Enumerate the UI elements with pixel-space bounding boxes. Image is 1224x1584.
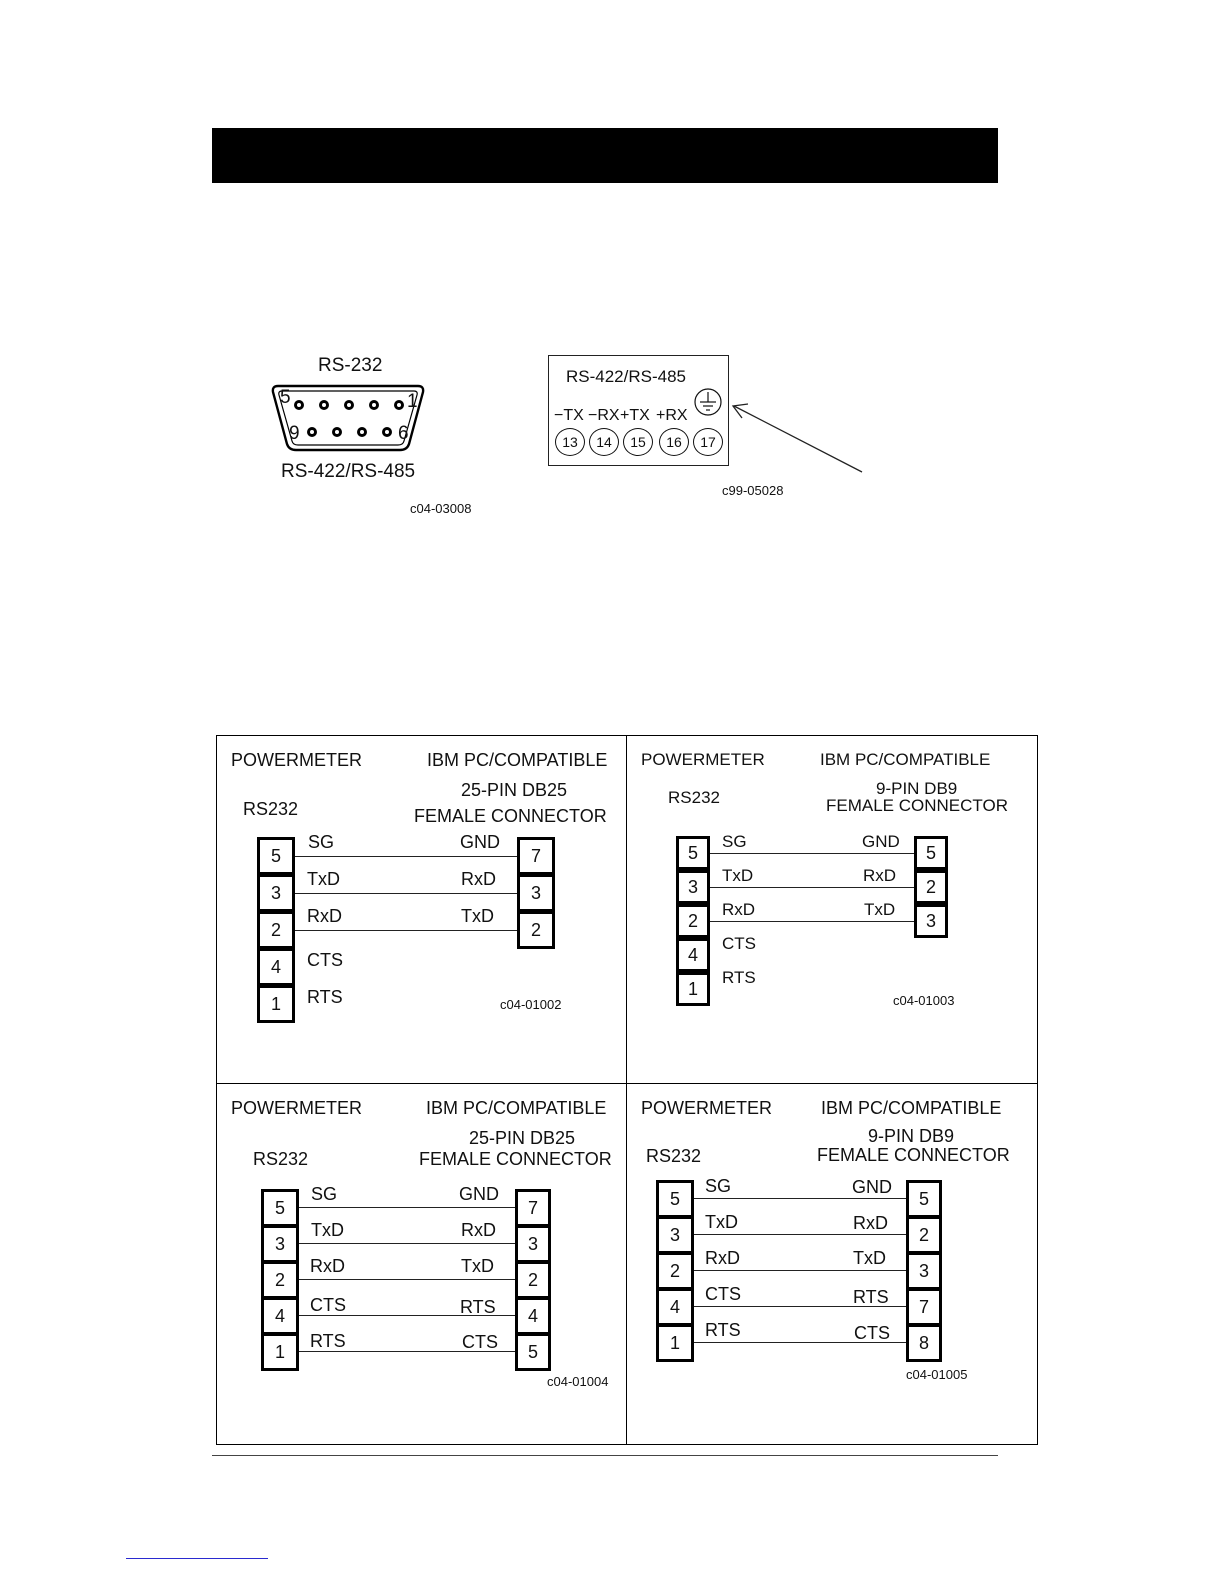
- terminal-pin-13: 13: [555, 428, 585, 456]
- left-signal-label: CTS: [722, 934, 756, 953]
- left-signal-label: CTS: [310, 1295, 346, 1315]
- right-signal-label: TxD: [461, 906, 494, 926]
- left-pin-box: 2: [676, 904, 710, 938]
- left-signal-label: TxD: [307, 869, 340, 889]
- right-signal-label: CTS: [854, 1323, 890, 1343]
- right-pin-box: 7: [906, 1288, 942, 1326]
- left-signal-label: TxD: [705, 1212, 738, 1232]
- wire: [299, 1351, 515, 1352]
- right-signal-label: GND: [852, 1177, 892, 1197]
- right-pin-box: 5: [906, 1180, 942, 1218]
- panel-figure-id: c04-01002: [500, 997, 562, 1012]
- left-pin-box: 4: [261, 1297, 299, 1335]
- wire: [299, 1315, 515, 1316]
- panel-connector-type: 9-PIN DB9: [876, 779, 958, 798]
- left-pin-box: 1: [656, 1324, 694, 1362]
- panel-rs-label: RS232: [668, 788, 720, 807]
- panel-right-title: IBM PC/COMPATIBLE: [820, 750, 991, 769]
- panel-figure-id: c04-01003: [893, 993, 955, 1008]
- panel-connector-type: 25-PIN DB25: [469, 1128, 576, 1148]
- terminal-signal-plus-rx: +RX: [656, 407, 688, 424]
- panel-connector-type: 25-PIN DB25: [461, 780, 568, 800]
- db9-connector-shell: [268, 380, 428, 456]
- panel-right-title: IBM PC/COMPATIBLE: [427, 750, 608, 770]
- db9-top-label: RS-232: [318, 355, 383, 376]
- wire: [694, 1306, 906, 1307]
- panel-left-title: POWERMETER: [231, 750, 363, 770]
- left-pin-box: 2: [656, 1252, 694, 1290]
- panel-connector-gender: FEMALE CONNECTOR: [817, 1145, 1010, 1165]
- terminal-signal-plus-tx: +TX: [620, 407, 650, 424]
- terminal-pin-17: 17: [693, 428, 723, 456]
- right-signal-label: GND: [460, 832, 500, 852]
- right-pin-box: 3: [515, 1225, 551, 1263]
- left-pin-box: 3: [656, 1216, 694, 1254]
- panel-connector-gender: FEMALE CONNECTOR: [419, 1149, 612, 1169]
- right-signal-label: RxD: [461, 1220, 496, 1240]
- left-signal-label: RTS: [310, 1331, 346, 1351]
- right-pin-box: 5: [515, 1333, 551, 1371]
- panel-left-title: POWERMETER: [641, 750, 765, 769]
- left-signal-label: RTS: [307, 987, 343, 1007]
- wire: [694, 1234, 906, 1235]
- link-underline[interactable]: [126, 1558, 268, 1559]
- left-signal-label: SG: [705, 1176, 732, 1196]
- wire: [710, 853, 914, 854]
- left-pin-box: 1: [261, 1333, 299, 1371]
- left-signal-label: RxD: [705, 1248, 740, 1268]
- left-pin-box: 2: [261, 1261, 299, 1299]
- panel-figure-id: c04-01004: [547, 1374, 609, 1389]
- right-signal-label: RTS: [460, 1297, 496, 1317]
- panel-connector-gender: FEMALE CONNECTOR: [414, 806, 607, 826]
- left-pin-box: 1: [257, 985, 295, 1023]
- right-pin-box: 2: [515, 1261, 551, 1299]
- right-pin-box: 4: [515, 1297, 551, 1335]
- left-pin-box: 4: [656, 1288, 694, 1326]
- left-signal-label: TxD: [722, 866, 754, 885]
- terminal-pin-15: 15: [623, 428, 653, 456]
- footer-rule: [212, 1455, 998, 1456]
- db9-bottom-label: RS-422/RS-485: [281, 461, 416, 482]
- left-signal-label: RxD: [722, 900, 756, 919]
- left-signal-label: CTS: [307, 950, 343, 970]
- right-signal-label: RTS: [853, 1287, 889, 1307]
- terminal-signal-minus-tx: −TX: [554, 407, 584, 424]
- left-signal-label: SG: [722, 832, 747, 851]
- panel-vertical-divider: [626, 735, 627, 1445]
- wire: [295, 893, 517, 894]
- right-pin-box: 5: [914, 836, 948, 870]
- left-pin-box: 3: [261, 1225, 299, 1263]
- left-signal-label: RTS: [705, 1320, 741, 1340]
- left-pin-box: 3: [676, 870, 710, 904]
- panel-rs-label: RS232: [646, 1146, 702, 1166]
- right-pin-box: 3: [517, 874, 555, 912]
- terminal-title: RS-422/RS-485: [566, 367, 687, 386]
- right-pin-box: 8: [906, 1324, 942, 1362]
- left-pin-box: 3: [257, 874, 295, 912]
- right-signal-label: TxD: [461, 1256, 494, 1276]
- wire: [295, 930, 517, 931]
- left-pin-box: 4: [676, 938, 710, 972]
- panel-horizontal-divider: [216, 1083, 1038, 1084]
- panel-right-title: IBM PC/COMPATIBLE: [426, 1098, 607, 1118]
- terminal-signal-minus-rx: −RX: [588, 407, 620, 424]
- left-signal-label: CTS: [705, 1284, 741, 1304]
- panel-left-title: POWERMETER: [641, 1098, 773, 1118]
- right-signal-label: RxD: [461, 869, 496, 889]
- left-signal-label: RxD: [307, 906, 342, 926]
- wire: [299, 1207, 515, 1208]
- wire: [694, 1198, 906, 1199]
- right-pin-box: 2: [517, 911, 555, 949]
- wire: [694, 1342, 906, 1343]
- db9-pin-6-label: 6: [398, 423, 409, 444]
- right-pin-box: 2: [906, 1216, 942, 1254]
- right-signal-label: GND: [862, 832, 900, 851]
- right-pin-box: 3: [906, 1252, 942, 1290]
- terminal-pin-16: 16: [659, 428, 689, 456]
- right-signal-label: TxD: [864, 900, 896, 919]
- wire: [710, 887, 914, 888]
- right-signal-label: RxD: [863, 866, 897, 885]
- left-pin-box: 5: [257, 837, 295, 875]
- panel-connector-gender: FEMALE CONNECTOR: [826, 796, 1008, 815]
- db9-pin-1-label: 1: [407, 391, 418, 412]
- terminal-figure-id: c99-05028: [722, 483, 784, 498]
- wire: [295, 856, 517, 857]
- panel-rs-label: RS232: [253, 1149, 309, 1169]
- wire: [694, 1270, 906, 1271]
- panel-figure-id: c04-01005: [906, 1367, 968, 1382]
- left-signal-label: SG: [311, 1184, 338, 1204]
- wire: [710, 921, 914, 922]
- section-header-bar: [212, 128, 998, 183]
- wire: [299, 1243, 515, 1244]
- left-signal-label: RTS: [722, 968, 756, 987]
- left-pin-box: 4: [257, 948, 295, 986]
- ground-pointer-arrow: [728, 398, 868, 478]
- right-pin-box: 2: [914, 870, 948, 904]
- panel-connector-type: 9-PIN DB9: [868, 1126, 955, 1146]
- panel-left-title: POWERMETER: [231, 1098, 363, 1118]
- panel-rs-label: RS232: [243, 799, 299, 819]
- db9-pin-9-label: 9: [289, 423, 300, 444]
- db9-figure-id: c04-03008: [410, 501, 472, 516]
- left-signal-label: TxD: [311, 1220, 344, 1240]
- db9-pin-5-label: 5: [280, 387, 291, 408]
- right-signal-label: TxD: [853, 1248, 886, 1268]
- left-signal-label: SG: [308, 832, 335, 852]
- right-pin-box: 7: [515, 1189, 551, 1227]
- panel-right-title: IBM PC/COMPATIBLE: [821, 1098, 1002, 1118]
- left-signal-label: RxD: [310, 1256, 345, 1276]
- right-signal-label: RxD: [853, 1213, 888, 1233]
- ground-icon: [693, 387, 725, 419]
- right-pin-box: 7: [517, 837, 555, 875]
- wire: [299, 1279, 515, 1280]
- right-signal-label: GND: [459, 1184, 499, 1204]
- left-pin-box: 2: [257, 911, 295, 949]
- left-pin-box: 5: [676, 836, 710, 870]
- terminal-pin-14: 14: [589, 428, 619, 456]
- left-pin-box: 5: [261, 1189, 299, 1227]
- left-pin-box: 5: [656, 1180, 694, 1218]
- right-pin-box: 3: [914, 904, 948, 938]
- right-signal-label: CTS: [462, 1332, 498, 1352]
- left-pin-box: 1: [676, 972, 710, 1006]
